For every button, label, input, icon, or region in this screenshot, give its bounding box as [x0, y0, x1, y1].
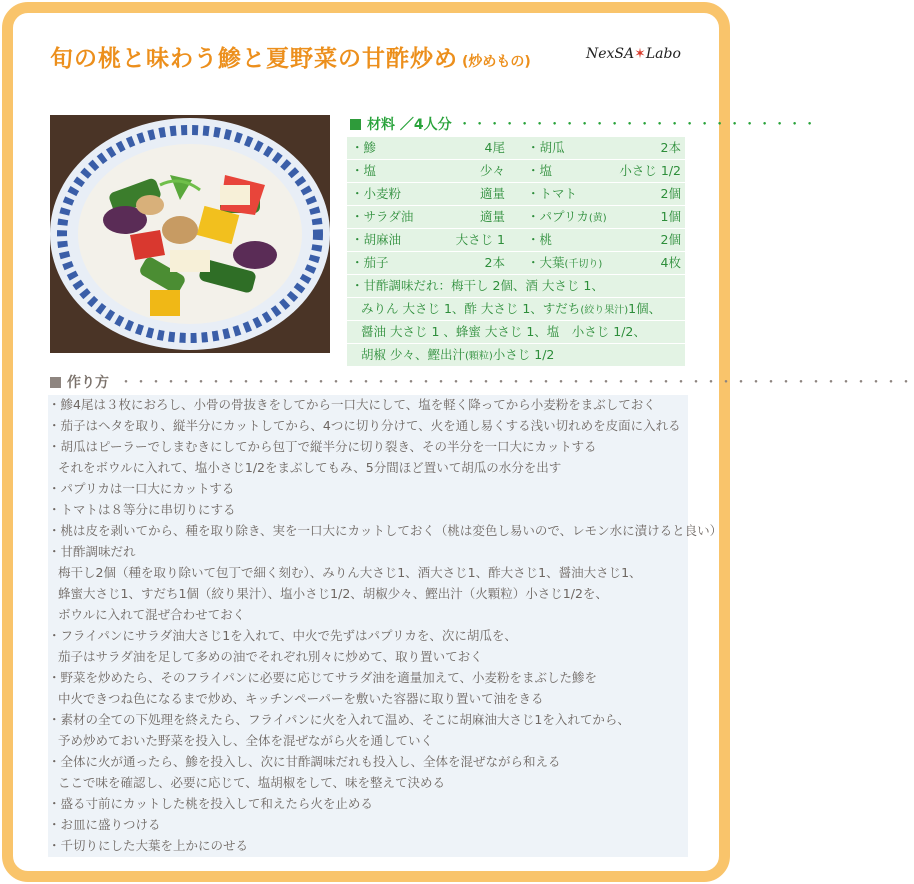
- ingredient-amount: 2個: [660, 232, 681, 247]
- step-line: ・茄子はヘタを取り、縦半分にカットしてから、4つに切り分けて、火を通し易くする浅い切れめを皮面に入れる: [48, 416, 688, 437]
- ingredient-row: [347, 160, 685, 182]
- method-step: [48, 542, 688, 626]
- ingredient-name: ・胡瓜: [527, 140, 565, 155]
- ingredient-amount: 2個: [660, 186, 681, 201]
- ingredients-heading: [350, 114, 818, 134]
- sauce-line: [347, 298, 685, 320]
- ingredients-heading-text: 材料 ／4人分: [367, 117, 452, 133]
- ingredient-amount: 4枚: [660, 255, 681, 270]
- sauce-line: [347, 344, 685, 366]
- ingredient-amount: 適量: [479, 209, 505, 224]
- method-step: [48, 626, 688, 668]
- step-line: 梅干し2個（種を取り除いて包丁で細く刻む）、みりん大さじ1、酒大さじ1、酢大さじ1、醤油大さじ1、: [48, 563, 688, 584]
- method-steps: [48, 395, 723, 857]
- dish-photo: [50, 115, 330, 353]
- step-line: ・鯵4尾は３枚におろし、小骨の骨抜きをしてから一口大にして、塩を軽く降ってから小麦粉をまぶしておく: [48, 395, 688, 416]
- method-step: [48, 500, 688, 521]
- ingredient-note: (黄): [588, 213, 607, 224]
- dotted-leader: ・・・・・・・・・・・・・・・・・・・・・・・・・・・・・・・・・・・・・・・・・・・・・・・・・・・・・: [119, 375, 914, 391]
- logo-text-right: Labo: [645, 46, 681, 62]
- ingredient-amount: 適量: [479, 186, 505, 201]
- ingredient-name: ・桃: [527, 232, 553, 247]
- ingredient-amount: 小さじ 1/2: [619, 163, 681, 178]
- recipe-title: [50, 40, 531, 73]
- step-line: ・千切りにした大葉を上かにのせる: [48, 836, 688, 857]
- ingredient-name: ・サラダ油: [351, 209, 414, 224]
- sauce-note: (絞り果汁): [580, 305, 629, 316]
- title-text: 旬の桃と味わう鯵と夏野菜の甘酢炒め: [50, 46, 458, 72]
- method-step: [48, 794, 688, 815]
- sauce-text: 1個、: [628, 301, 662, 316]
- step-line: ・胡瓜はピーラーでしまむきにしてから包丁で縦半分に切り裂き、その半分を一口大にカットする: [48, 437, 688, 458]
- step-line: ・トマトは８等分に串切りにする: [48, 500, 688, 521]
- sauce-line: 醤油 大さじ 1 、蜂蜜 大さじ 1、塩 小さじ 1/2、: [347, 321, 685, 343]
- ingredient-amount: 2本: [660, 140, 681, 155]
- step-line: 茄子はサラダ油を足して多めの油でそれぞれ別々に炒めて、取り置いておく: [48, 647, 688, 668]
- brand-logo: [586, 46, 681, 62]
- method-heading: [50, 372, 914, 392]
- step-line: ・全体に火が通ったら、鯵を投入し、次に甘酢調味だれも投入し、全体を混ぜながら和える: [48, 752, 688, 773]
- ingredient-row: [347, 183, 685, 205]
- method-step: [48, 521, 723, 542]
- ingredients-list: [347, 137, 685, 275]
- square-bullet-icon: [50, 377, 61, 388]
- ingredient-name: ・茄子: [351, 255, 389, 270]
- ingredient-amount: 大さじ 1: [455, 232, 505, 247]
- step-line: それをボウルに入れて、塩小さじ1/2をまぶしてもみ、5分間ほど置いて胡瓜の水分を出す: [48, 458, 688, 479]
- ingredient-amount: 少々: [479, 163, 505, 178]
- dotted-leader: ・・・・・・・・・・・・・・・・・・・・・・・・: [457, 117, 818, 133]
- sauce-ingredients: [347, 275, 685, 367]
- step-line: 中火できつね色になるまで炒め、キッチンペーパーを敷いた容器に取り置いて油をきる: [48, 689, 688, 710]
- step-line: ・パプリカは一口大にカットする: [48, 479, 688, 500]
- logo-text-left: NexSA: [586, 46, 635, 62]
- ingredient-name: [527, 252, 602, 276]
- step-line: ・素材の全ての下処理を終えたら、フライパンに火を入れて温め、そこに胡麻油大さじ1を入れてから、: [48, 710, 688, 731]
- ingredient-name: ・塩: [527, 163, 553, 178]
- method-step: [48, 416, 688, 437]
- method-step: [48, 668, 688, 710]
- ingredient-name: ・鯵: [351, 140, 377, 155]
- method-heading-text: 作り方: [67, 375, 109, 391]
- ingredient-name: ・塩: [351, 163, 377, 178]
- method-step: [48, 815, 688, 836]
- step-line: ・甘酢調味だれ: [48, 542, 688, 563]
- method-step: [48, 836, 688, 857]
- ingredient-name: ・小麦粉: [351, 186, 402, 201]
- sauce-text: 胡椒 少々、鰹出汁: [361, 347, 465, 362]
- sauce-text: みりん 大さじ 1、酢 大さじ 1、すだち: [361, 301, 581, 316]
- ingredient-name-text: ・大葉: [527, 255, 565, 270]
- step-line: ・桃は皮を剥いてから、種を取り除き、実を一口大にカットしておく（桃は変色し易いので、レモン水に漬けると良い）: [48, 521, 688, 542]
- ingredient-name: [527, 206, 607, 230]
- dish-illustration: [50, 115, 330, 353]
- step-line: 蜂蜜大さじ1、すだち1個（絞り果汁）、塩小さじ1/2、胡椒少々、鰹出汁（火顆粒）小さじ1/2を、: [48, 584, 688, 605]
- sauce-text: 小さじ 1/2: [492, 347, 555, 362]
- square-bullet-icon: [350, 119, 361, 130]
- step-line: 予め炒めておいた野菜を投入し、全体を混ぜながら火を通していく: [48, 731, 688, 752]
- star-icon: ✶: [634, 46, 646, 62]
- method-step: [48, 752, 688, 794]
- method-step: [48, 437, 688, 479]
- ingredient-row: [347, 206, 685, 228]
- method-step: [48, 710, 688, 752]
- title-subtitle: (炒めもの): [462, 54, 531, 70]
- method-step: [48, 395, 688, 416]
- ingredient-name: ・トマト: [527, 186, 578, 201]
- ingredient-amount: 2本: [484, 255, 505, 270]
- sauce-note: (顆粒): [464, 351, 493, 362]
- ingredient-row: [347, 229, 685, 251]
- step-line: ボウルに入れて混ぜ合わせておく: [48, 605, 688, 626]
- step-line: ・フライパンにサラダ油大さじ1を入れて、中火で先ずはパプリカを、次に胡瓜を、: [48, 626, 688, 647]
- sauce-line: ・甘酢調味だれ：梅干し 2個、酒 大さじ 1、: [347, 275, 685, 297]
- method-step: [48, 479, 688, 500]
- step-line: ここで味を確認し、必要に応じて、塩胡椒をして、味を整えて決める: [48, 773, 688, 794]
- ingredient-row: [347, 137, 685, 159]
- ingredient-name: ・胡麻油: [351, 232, 402, 247]
- step-line: ・お皿に盛りつける: [48, 815, 688, 836]
- ingredient-note: (千切り): [564, 259, 603, 270]
- step-line: ・盛る寸前にカットした桃を投入して和えたら火を止める: [48, 794, 688, 815]
- ingredient-amount: 1個: [660, 209, 681, 224]
- ingredient-amount: 4尾: [484, 140, 505, 155]
- ingredient-name-text: ・パプリカ: [527, 209, 589, 224]
- step-line: ・野菜を炒めたら、そのフライパンに必要に応じてサラダ油を適量加えて、小麦粉をまぶした鯵を: [48, 668, 688, 689]
- ingredient-row: [347, 252, 685, 274]
